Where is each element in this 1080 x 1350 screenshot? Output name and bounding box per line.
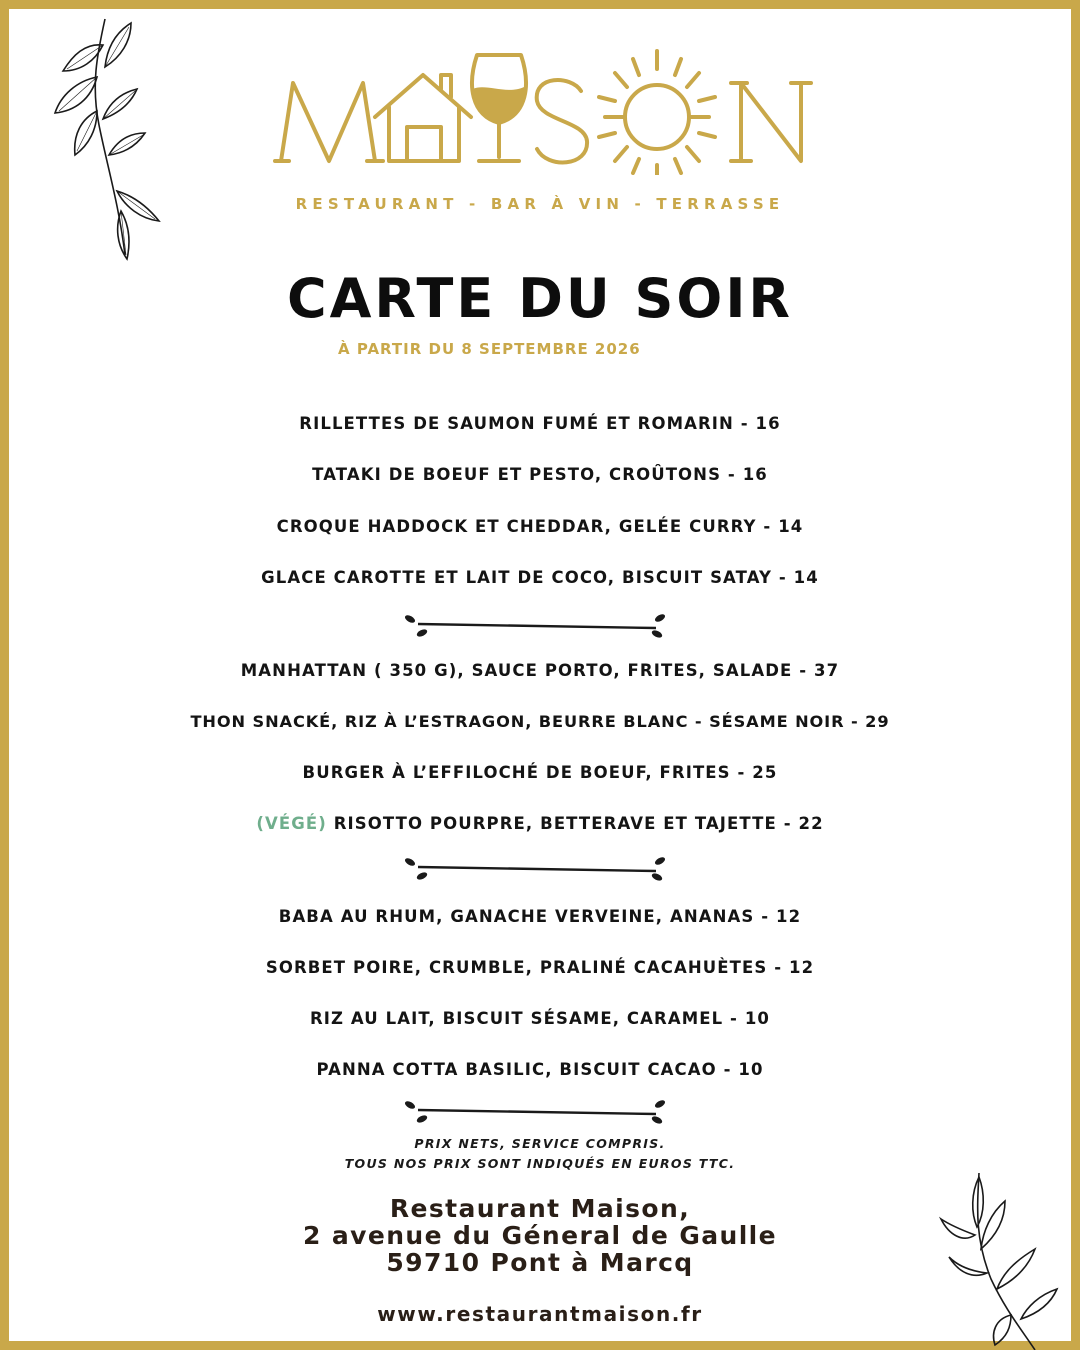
- ornament-divider-2: [402, 853, 672, 883]
- price-note-1: PRIX NETS, SERVICE COMPRIS.: [414, 1136, 666, 1151]
- menu-item-starter-1: RILLETTES DE SAUMON FUMÉ ET ROMARIN - 16: [299, 414, 781, 433]
- maison-logo: [271, 45, 821, 175]
- restaurant-tagline: RESTAURANT - BAR À VIN - TERRASSE: [295, 195, 785, 213]
- menu-item-main-3: BURGER À L’EFFILOCHÉ DE BOEUF, FRITES - 25: [302, 763, 778, 782]
- menu-item-main-veg: [9, 814, 1071, 833]
- address-line-3: 59710 Pont à Marcq: [386, 1248, 694, 1277]
- leaf-branch-top-left-icon: [47, 15, 167, 265]
- veg-item-text: RISOTTO POURPRE, BETTERAVE ET TAJETTE - 22: [326, 814, 824, 833]
- page-title: CARTE DU SOIR: [286, 267, 794, 330]
- ornament-divider-1: [402, 610, 672, 640]
- menu-item-starter-4: GLACE CAROTTE ET LAIT DE COCO, BISCUIT SATAY - 14: [261, 568, 819, 587]
- menu-item-main-2: THON SNACKÉ, RIZ À L’ESTRAGON, BEURRE BLANC - SÉSAME NOIR - 29: [190, 712, 890, 731]
- menu-item-dessert-4: PANNA COTTA BASILIC, BISCUIT CACAO - 10: [316, 1060, 764, 1079]
- menu-item-dessert-1: BABA AU RHUM, GANACHE VERVEINE, ANANAS - 12: [278, 907, 802, 926]
- menu-item-main-1: MANHATTAN ( 350 G), SAUCE PORTO, FRITES, SALADE - 37: [240, 661, 840, 680]
- menu-item-dessert-3: RIZ AU LAIT, BISCUIT SÉSAME, CARAMEL - 10: [309, 1009, 770, 1028]
- menu-start-date: À PARTIR DU 8 SEPTEMBRE 2026: [338, 340, 641, 358]
- address-line-1: Restaurant Maison,: [389, 1194, 691, 1223]
- website-link[interactable]: www.restaurantmaison.fr: [377, 1302, 703, 1326]
- price-note-2: TOUS NOS PRIX SONT INDIQUÉS EN EUROS TTC.: [344, 1156, 736, 1171]
- menu-item-dessert-2: SORBET POIRE, CRUMBLE, PRALINÉ CACAHUÈTES - 12: [265, 958, 815, 977]
- ornament-divider-3: [402, 1096, 672, 1126]
- menu-item-starter-3: CROQUE HADDOCK ET CHEDDAR, GELÉE CURRY - 14: [276, 517, 804, 536]
- address-line-2: 2 avenue du Géneral de Gaulle: [302, 1221, 777, 1250]
- menu-item-starter-2: TATAKI DE BOEUF ET PESTO, CROÛTONS - 16: [312, 465, 768, 484]
- vegetarian-tag: (VÉGÉ): [256, 814, 327, 833]
